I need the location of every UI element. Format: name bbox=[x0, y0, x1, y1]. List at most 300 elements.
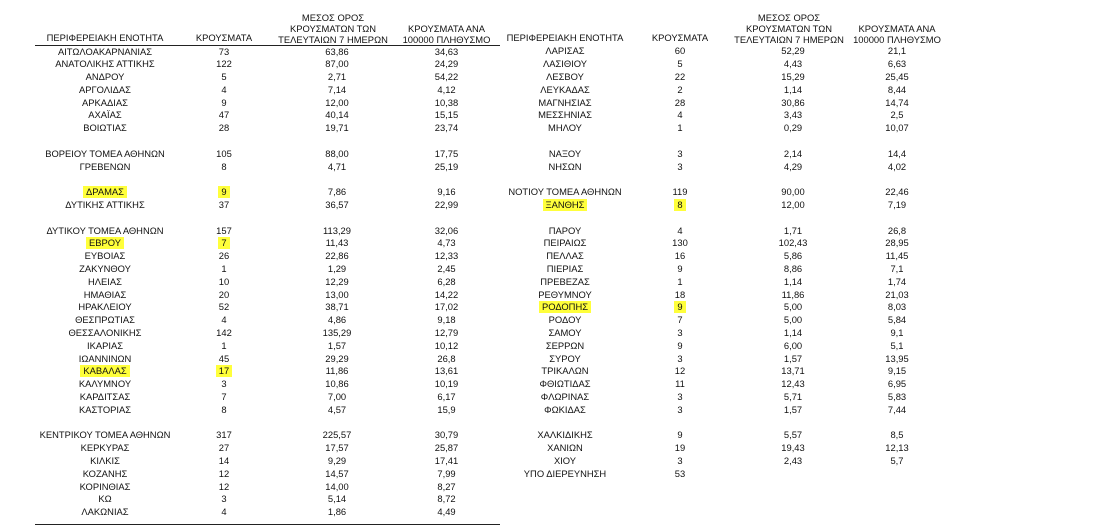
right-cases-cell: 3 bbox=[677, 160, 683, 172]
left-avg-cell: 87,00 bbox=[325, 58, 349, 70]
left-region-cell bbox=[35, 237, 175, 250]
left-per100k-cell: 17,02 bbox=[434, 301, 459, 313]
left-per100k-cell: 23,74 bbox=[434, 122, 459, 134]
left-avg-cell: 12,29 bbox=[325, 275, 349, 287]
right-per100k-cell: 6,63 bbox=[887, 58, 907, 70]
right-per100k-cell bbox=[848, 493, 946, 506]
left-region-cell: ΕΥΒΟΙΑΣ bbox=[84, 250, 126, 262]
left-region-cell: ΘΕΣΠΡΩΤΙΑΣ bbox=[75, 314, 135, 326]
empty-cell bbox=[35, 417, 175, 430]
left-cases-cell: 142 bbox=[216, 327, 232, 339]
right-cases-cell: 3 bbox=[677, 403, 683, 415]
left-cases-cell: 9 bbox=[221, 96, 227, 108]
left-region-cell: ΖΑΚΥΝΘΟΥ bbox=[79, 263, 131, 275]
right-cases-cell: 9 bbox=[677, 263, 683, 275]
left-per100k-cell: 25,87 bbox=[434, 442, 459, 454]
right-cases-cell: 1 bbox=[677, 275, 683, 287]
header-avg-right: ΜΕΣΟΣ ΟΡΟΣ ΚΡΟΥΣΜΑΤΩΝ ΤΩΝ ΤΕΛΕΥΤΑΙΩΝ 7 ΗΜΕΡΩΝ bbox=[734, 12, 844, 45]
right-per100k-cell: 1,74 bbox=[887, 275, 907, 287]
empty-cell bbox=[848, 135, 946, 148]
left-per100k-cell: 6,28 bbox=[437, 275, 456, 287]
right-region-cell: ΡΕΘΥΜΝΟΥ bbox=[538, 288, 592, 300]
empty-cell bbox=[730, 173, 848, 186]
table-row bbox=[35, 58, 946, 71]
right-region-cell: ΧΑΛΚΙΔΙΚΗΣ bbox=[537, 429, 593, 441]
left-avg-cell: 4,86 bbox=[327, 314, 347, 326]
left-avg-cell: 10,86 bbox=[325, 378, 349, 390]
left-cases-cell: 5 bbox=[221, 71, 227, 83]
left-avg-cell: 88,00 bbox=[325, 147, 349, 159]
highlight-marker: ΚΑΒΑΛΑΣ bbox=[80, 365, 129, 377]
empty-cell bbox=[630, 417, 730, 430]
left-cases-cell: 12 bbox=[218, 480, 230, 492]
table-row bbox=[35, 148, 946, 161]
left-region-cell: ΗΛΕΙΑΣ bbox=[88, 275, 122, 287]
left-cases-cell: 1 bbox=[221, 263, 227, 275]
right-cases-cell bbox=[630, 506, 730, 519]
right-region-cell: ΣΥΡΟΥ bbox=[549, 352, 581, 364]
right-per100k-cell: 5,83 bbox=[887, 391, 907, 403]
right-cases-cell: 1 bbox=[677, 122, 683, 134]
table-row bbox=[35, 250, 946, 263]
left-cases-cell: 3 bbox=[221, 378, 227, 390]
right-per100k-cell bbox=[848, 506, 946, 519]
right-per100k-cell: 7,19 bbox=[887, 199, 907, 211]
left-cases-cell: 8 bbox=[221, 403, 227, 415]
right-per100k-cell: 5,84 bbox=[887, 314, 907, 326]
right-region-cell: ΛΑΣΙΘΙΟΥ bbox=[542, 58, 588, 70]
right-region-cell: ΣΑΜΟΥ bbox=[548, 327, 582, 339]
left-per100k-cell: 10,12 bbox=[434, 339, 459, 351]
right-per100k-cell: 28,95 bbox=[885, 237, 909, 249]
right-cases-cell: 22 bbox=[674, 71, 686, 83]
right-avg-cell: 1,57 bbox=[783, 352, 803, 364]
left-avg-cell: 19,71 bbox=[325, 122, 349, 134]
left-avg-cell: 5,14 bbox=[327, 493, 347, 505]
right-region-cell: ΠΕΙΡΑΙΩΣ bbox=[543, 237, 587, 249]
right-per100k-cell: 9,1 bbox=[890, 327, 904, 339]
empty-cell bbox=[35, 212, 175, 225]
table-row bbox=[35, 45, 946, 58]
right-cases-cell bbox=[630, 493, 730, 506]
left-cases-cell: 47 bbox=[218, 109, 230, 121]
right-avg-cell: 12,00 bbox=[781, 199, 805, 211]
left-cases-cell: 45 bbox=[218, 352, 230, 364]
left-cases-cell: 1 bbox=[221, 339, 227, 351]
left-per100k-cell: 17,41 bbox=[434, 455, 459, 466]
right-cases-cell bbox=[630, 301, 730, 314]
left-per100k-cell: 9,16 bbox=[437, 186, 456, 198]
left-avg-cell: 1,86 bbox=[327, 506, 347, 518]
highlight-marker: 7 bbox=[218, 237, 229, 249]
right-region-cell: ΠΙΕΡΙΑΣ bbox=[546, 263, 584, 275]
right-region-cell: ΧΑΝΙΩΝ bbox=[547, 442, 583, 454]
right-per100k-cell: 10,07 bbox=[885, 122, 909, 134]
right-avg-cell: 1,14 bbox=[783, 275, 803, 287]
table-row bbox=[35, 97, 946, 110]
right-per100k-cell: 22,46 bbox=[885, 186, 909, 198]
bottom-border bbox=[35, 524, 500, 525]
right-per100k-cell: 26,8 bbox=[887, 224, 907, 236]
left-per100k-cell: 34,63 bbox=[434, 45, 459, 57]
right-cases-cell bbox=[630, 199, 730, 212]
table-row bbox=[35, 199, 946, 212]
right-cases-cell: 130 bbox=[672, 237, 688, 249]
left-avg-cell: 7,00 bbox=[327, 391, 347, 403]
right-cases-cell: 4 bbox=[677, 109, 683, 121]
empty-cell bbox=[273, 173, 393, 186]
left-cases-cell bbox=[175, 237, 273, 250]
table-row bbox=[35, 429, 946, 442]
right-region-cell bbox=[500, 493, 630, 506]
header-row bbox=[35, 8, 946, 45]
left-cases-cell: 27 bbox=[218, 442, 230, 454]
covid-cases-sheet bbox=[35, 8, 946, 519]
right-cases-cell: 3 bbox=[677, 391, 683, 403]
spacer-row bbox=[35, 417, 946, 430]
left-cases-cell: 10 bbox=[218, 275, 230, 287]
left-avg-cell: 1,57 bbox=[327, 339, 347, 351]
left-cases-cell: 157 bbox=[216, 224, 232, 236]
left-per100k-cell: 22,99 bbox=[434, 199, 459, 211]
left-avg-cell: 40,14 bbox=[325, 109, 349, 121]
left-cases-cell: 122 bbox=[216, 58, 232, 70]
right-per100k-cell: 6,95 bbox=[887, 378, 907, 390]
right-avg-cell: 1,14 bbox=[783, 83, 803, 95]
left-cases-cell: 73 bbox=[218, 45, 230, 57]
right-per100k-cell: 7,44 bbox=[887, 403, 907, 415]
empty-cell bbox=[175, 212, 273, 225]
empty-cell bbox=[848, 417, 946, 430]
empty-cell bbox=[630, 135, 730, 148]
highlight-marker: ΔΡΑΜΑΣ bbox=[83, 186, 127, 198]
right-cases-cell: 12 bbox=[674, 365, 686, 377]
left-per100k-cell: 8,27 bbox=[437, 480, 456, 492]
right-avg-cell: 2,43 bbox=[783, 455, 803, 466]
left-cases-cell: 14 bbox=[218, 455, 230, 466]
table-row bbox=[35, 340, 946, 353]
right-per100k-cell bbox=[848, 481, 946, 494]
right-per100k-cell: 7,1 bbox=[890, 263, 904, 275]
left-avg-cell: 225,57 bbox=[322, 429, 352, 441]
left-region-cell: ΚΕΝΤΡΙΚΟΥ ΤΟΜΕΑ ΑΘΗΝΩΝ bbox=[39, 429, 171, 441]
empty-cell bbox=[175, 173, 273, 186]
right-avg-cell: 52,29 bbox=[781, 45, 805, 57]
table-row bbox=[35, 122, 946, 135]
right-cases-cell: 9 bbox=[677, 429, 683, 441]
left-per100k-cell: 9,18 bbox=[437, 314, 456, 326]
right-cases-cell: 7 bbox=[677, 314, 683, 326]
left-per100k-cell: 6,17 bbox=[437, 391, 456, 403]
right-avg-cell: 12,43 bbox=[781, 378, 805, 390]
left-cases-cell: 7 bbox=[221, 391, 227, 403]
left-cases-cell: 12 bbox=[218, 467, 230, 479]
left-cases-cell: 26 bbox=[218, 250, 230, 262]
left-per100k-cell: 2,45 bbox=[437, 263, 456, 275]
right-avg-cell: 1,71 bbox=[783, 224, 803, 236]
left-per100k-cell: 4,49 bbox=[437, 506, 456, 518]
left-region-cell: ΑΡΓΟΛΙΔΑΣ bbox=[79, 83, 131, 95]
right-avg-cell: 5,71 bbox=[783, 391, 803, 403]
empty-cell bbox=[35, 135, 175, 148]
table-row bbox=[35, 71, 946, 84]
empty-cell bbox=[500, 173, 630, 186]
right-avg-cell: 8,86 bbox=[783, 263, 803, 275]
right-region-cell bbox=[500, 481, 630, 494]
left-per100k-cell: 30,79 bbox=[434, 429, 459, 441]
right-avg-cell: 5,86 bbox=[783, 250, 803, 262]
left-region-cell bbox=[35, 186, 175, 199]
right-region-cell: ΠΑΡΟΥ bbox=[548, 224, 582, 236]
table-row bbox=[35, 84, 946, 97]
highlight-marker: 17 bbox=[216, 365, 232, 377]
left-cases-cell: 3 bbox=[221, 493, 227, 505]
right-region-cell: ΡΟΔΟΥ bbox=[548, 314, 582, 326]
highlight-marker: 9 bbox=[674, 301, 685, 313]
right-per100k-cell: 21,03 bbox=[885, 288, 909, 300]
right-avg-cell: 1,14 bbox=[783, 327, 803, 339]
right-avg-cell: 5,00 bbox=[783, 314, 803, 326]
left-per100k-cell: 4,12 bbox=[437, 83, 456, 95]
spacer-row bbox=[35, 173, 946, 186]
table-row bbox=[35, 481, 946, 494]
left-cases-cell: 37 bbox=[218, 199, 230, 211]
empty-cell bbox=[393, 212, 500, 225]
left-region-cell: ΚΕΡΚΥΡΑΣ bbox=[80, 442, 130, 454]
left-cases-cell: 4 bbox=[221, 506, 227, 518]
left-avg-cell: 12,00 bbox=[325, 96, 349, 108]
left-cases-cell: 52 bbox=[218, 301, 230, 313]
left-avg-cell: 63,86 bbox=[325, 45, 349, 57]
empty-cell bbox=[848, 173, 946, 186]
right-avg-cell: 11,86 bbox=[781, 288, 805, 300]
left-per100k-cell: 54,22 bbox=[434, 71, 459, 83]
left-cases-cell: 28 bbox=[218, 122, 230, 134]
highlight-marker: ΕΒΡΟΥ bbox=[86, 237, 124, 249]
table-row bbox=[35, 327, 946, 340]
right-avg-cell bbox=[730, 493, 848, 506]
right-per100k-cell: 25,45 bbox=[885, 71, 909, 83]
right-region-cell: ΛΕΣΒΟΥ bbox=[546, 71, 584, 83]
right-cases-cell: 9 bbox=[677, 339, 683, 351]
left-avg-cell: 17,57 bbox=[325, 442, 349, 454]
table-row bbox=[35, 314, 946, 327]
empty-cell bbox=[730, 135, 848, 148]
header-per100k-right: ΚΡΟΥΣΜΑΤΑ ΑΝΑ 100000 ΠΛΗΘΥΣΜΟ bbox=[853, 23, 941, 45]
left-region-cell: ΚΟΖΑΝΗΣ bbox=[82, 467, 128, 479]
left-region-cell: ΑΝΑΤΟΛΙΚΗΣ ΑΤΤΙΚΗΣ bbox=[55, 58, 155, 70]
right-avg-cell: 15,29 bbox=[781, 71, 805, 83]
right-avg-cell: 4,29 bbox=[783, 160, 803, 172]
right-region-cell: ΠΕΛΛΑΣ bbox=[546, 250, 584, 262]
empty-cell bbox=[500, 212, 630, 225]
right-per100k-cell: 5,7 bbox=[890, 455, 904, 466]
left-avg-cell: 38,71 bbox=[325, 301, 349, 313]
right-cases-cell: 19 bbox=[674, 442, 686, 454]
empty-cell bbox=[630, 212, 730, 225]
right-avg-cell: 102,43 bbox=[778, 237, 808, 249]
empty-cell bbox=[273, 417, 393, 430]
right-region-cell bbox=[500, 301, 630, 314]
table-row bbox=[35, 109, 946, 122]
left-cases-cell: 20 bbox=[218, 288, 230, 300]
left-avg-cell: 7,14 bbox=[327, 83, 347, 95]
cases-table bbox=[35, 8, 946, 519]
right-cases-cell: 60 bbox=[674, 45, 686, 57]
left-region-cell: ΒΟΙΩΤΙΑΣ bbox=[83, 122, 127, 134]
right-avg-cell bbox=[730, 468, 848, 481]
empty-cell bbox=[500, 417, 630, 430]
right-region-cell: ΛΑΡΙΣΑΣ bbox=[545, 45, 585, 57]
right-region-cell: ΝΗΣΩΝ bbox=[548, 160, 582, 172]
right-per100k-cell: 8,44 bbox=[887, 83, 907, 95]
right-cases-cell: 3 bbox=[677, 352, 683, 364]
right-per100k-cell: 4,02 bbox=[887, 160, 907, 172]
left-avg-cell: 9,29 bbox=[327, 455, 347, 466]
left-avg-cell: 135,29 bbox=[322, 327, 352, 339]
header-region-left: ΠΕΡΙΦΕΡΕΙΑΚΗ ΕΝΟΤΗΤΑ bbox=[35, 8, 175, 45]
left-cases-cell: 105 bbox=[216, 147, 232, 159]
left-cases-cell: 317 bbox=[216, 429, 232, 441]
left-avg-cell: 4,57 bbox=[327, 403, 347, 415]
left-per100k-cell: 8,72 bbox=[437, 493, 456, 505]
left-cases-cell: 4 bbox=[221, 83, 227, 95]
left-per100k-cell: 26,8 bbox=[437, 352, 456, 364]
header-avg-left: ΜΕΣΟΣ ΟΡΟΣ ΚΡΟΥΣΜΑΤΩΝ ΤΩΝ ΤΕΛΕΥΤΑΙΩΝ 7 ΗΜΕΡΩΝ bbox=[273, 8, 393, 45]
right-per100k-cell: 14,74 bbox=[885, 96, 909, 108]
right-cases-cell: 28 bbox=[674, 96, 686, 108]
left-per100k-cell: 13,61 bbox=[434, 365, 459, 377]
left-region-cell: ΘΕΣΣΑΛΟΝΙΚΗΣ bbox=[68, 327, 142, 339]
right-avg-cell: 13,71 bbox=[781, 365, 805, 377]
right-avg-cell: 19,43 bbox=[781, 442, 805, 454]
left-region-cell: ΑΙΤΩΛΟΑΚΑΡΝΑΝΙΑΣ bbox=[57, 45, 153, 57]
empty-cell bbox=[848, 212, 946, 225]
right-region-cell: ΧΙΟΥ bbox=[553, 455, 577, 466]
right-region-cell: ΦΩΚΙΔΑΣ bbox=[544, 403, 586, 415]
right-region-cell: ΛΕΥΚΑΔΑΣ bbox=[540, 83, 590, 95]
right-cases-cell: 5 bbox=[677, 58, 683, 70]
right-region-cell: ΦΘΙΩΤΙΔΑΣ bbox=[539, 378, 591, 390]
left-avg-cell: 11,86 bbox=[325, 365, 349, 377]
right-avg-cell: 5,57 bbox=[783, 429, 803, 441]
highlight-marker: ΞΑΝΘΗΣ bbox=[543, 199, 588, 211]
left-per100k-cell: 12,33 bbox=[434, 250, 459, 262]
left-per100k-cell: 12,79 bbox=[434, 327, 459, 339]
left-region-cell: ΚΑΡΔΙΤΣΑΣ bbox=[79, 391, 131, 403]
table-row bbox=[35, 225, 946, 238]
right-cases-cell bbox=[630, 481, 730, 494]
right-per100k-cell: 11,45 bbox=[885, 250, 909, 262]
header-cases-left: ΚΡΟΥΣΜΑΤΑ bbox=[175, 8, 273, 45]
header-cases-right: ΚΡΟΥΣΜΑΤΑ bbox=[651, 32, 709, 44]
right-avg-cell: 0,29 bbox=[783, 122, 803, 134]
right-avg-cell bbox=[730, 481, 848, 494]
right-region-cell: ΦΛΩΡΙΝΑΣ bbox=[540, 391, 590, 403]
left-region-cell: ΔΥΤΙΚΗΣ ΑΤΤΙΚΗΣ bbox=[65, 199, 145, 211]
left-region-cell: ΓΡΕΒΕΝΩΝ bbox=[79, 160, 131, 172]
right-region-cell: ΝΟΤΙΟΥ ΤΟΜΕΑ ΑΘΗΝΩΝ bbox=[508, 186, 622, 198]
right-avg-cell: 5,00 bbox=[783, 301, 803, 313]
right-avg-cell: 1,57 bbox=[783, 403, 803, 415]
left-avg-cell: 13,00 bbox=[325, 288, 349, 300]
left-avg-cell: 2,71 bbox=[327, 71, 347, 83]
left-avg-cell: 36,57 bbox=[325, 199, 349, 211]
left-region-cell: ΛΑΚΩΝΙΑΣ bbox=[81, 506, 129, 518]
left-per100k-cell: 10,38 bbox=[434, 96, 459, 108]
table-row bbox=[35, 455, 946, 468]
left-per100k-cell: 17,75 bbox=[434, 147, 459, 159]
right-per100k-cell: 13,95 bbox=[885, 352, 909, 364]
table-row bbox=[35, 276, 946, 289]
left-region-cell: ΚΟΡΙΝΘΙΑΣ bbox=[79, 480, 131, 492]
empty-cell bbox=[730, 417, 848, 430]
empty-cell bbox=[273, 212, 393, 225]
left-region-cell: ΑΝΔΡΟΥ bbox=[85, 71, 125, 83]
left-region-cell: ΙΚΑΡΙΑΣ bbox=[86, 339, 124, 351]
spacer-row bbox=[35, 212, 946, 225]
left-region-cell: ΗΜΑΘΙΑΣ bbox=[83, 288, 127, 300]
left-region-cell: ΚΑΛΥΜΝΟΥ bbox=[78, 378, 132, 390]
right-per100k-cell: 5,1 bbox=[890, 339, 904, 351]
left-region-cell: ΒΟΡΕΙΟΥ ΤΟΜΕΑ ΑΘΗΝΩΝ bbox=[45, 147, 165, 159]
spacer-row bbox=[35, 135, 946, 148]
highlight-marker: 8 bbox=[674, 199, 685, 211]
empty-cell bbox=[393, 135, 500, 148]
right-avg-cell: 2,14 bbox=[783, 147, 803, 159]
right-region-cell: ΜΕΣΣΗΝΙΑΣ bbox=[538, 109, 592, 121]
left-avg-cell: 29,29 bbox=[325, 352, 349, 364]
empty-cell bbox=[500, 135, 630, 148]
left-avg-cell: 11,43 bbox=[325, 237, 349, 249]
empty-cell bbox=[35, 173, 175, 186]
empty-cell bbox=[273, 135, 393, 148]
right-region-cell: ΠΡΕΒΕΖΑΣ bbox=[540, 275, 590, 287]
right-avg-cell: 3,43 bbox=[783, 109, 803, 121]
right-region-cell: ΣΕΡΡΩΝ bbox=[545, 339, 585, 351]
left-per100k-cell: 15,15 bbox=[434, 109, 459, 121]
left-cases-cell: 4 bbox=[221, 314, 227, 326]
right-per100k-cell: 12,13 bbox=[885, 442, 909, 454]
right-region-cell: ΜΑΓΝΗΣΙΑΣ bbox=[538, 96, 592, 108]
table-row bbox=[35, 289, 946, 302]
right-region-cell: ΜΗΛΟΥ bbox=[548, 122, 582, 134]
table-row bbox=[35, 391, 946, 404]
right-avg-cell bbox=[730, 506, 848, 519]
right-region-cell: ΝΑΞΟΥ bbox=[548, 147, 582, 159]
right-avg-cell: 6,00 bbox=[783, 339, 803, 351]
highlight-marker: ΡΟΔΟΠΗΣ bbox=[539, 301, 591, 313]
left-cases-cell: 8 bbox=[221, 160, 227, 172]
table-row bbox=[35, 301, 946, 314]
left-per100k-cell: 10,19 bbox=[434, 378, 459, 390]
right-region-cell bbox=[500, 506, 630, 519]
table-row bbox=[35, 493, 946, 506]
table-row bbox=[35, 353, 946, 366]
left-per100k-cell: 32,06 bbox=[434, 224, 459, 236]
table-row bbox=[35, 404, 946, 417]
empty-cell bbox=[175, 135, 273, 148]
left-avg-cell: 1,29 bbox=[327, 263, 347, 275]
left-region-cell: ΔΥΤΙΚΟΥ ΤΟΜΕΑ ΑΘΗΝΩΝ bbox=[46, 224, 164, 236]
empty-cell bbox=[630, 173, 730, 186]
left-region-cell: ΑΧΑΪΑΣ bbox=[88, 109, 122, 121]
right-cases-cell: 3 bbox=[677, 455, 683, 466]
left-cases-cell bbox=[175, 365, 273, 378]
table-row bbox=[35, 237, 946, 250]
left-avg-cell: 14,00 bbox=[325, 480, 349, 492]
right-cases-cell: 2 bbox=[677, 83, 683, 95]
